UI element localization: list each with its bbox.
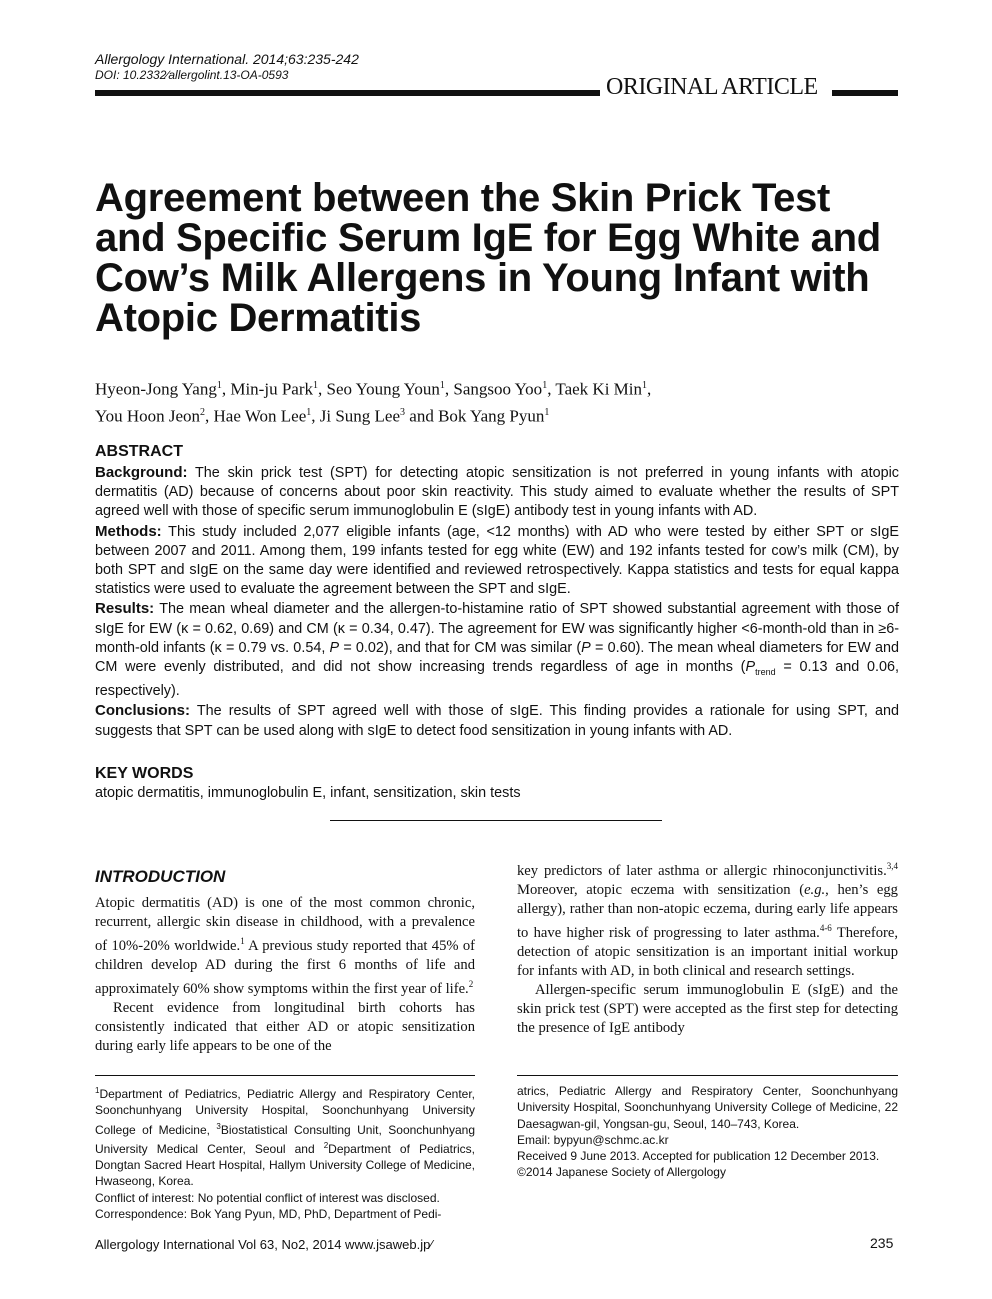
author-name: Bok Yang Pyun [438,406,545,426]
body-column-right [517,857,898,1038]
intro-paragraph-2-cont: key predictors of later asthma or allergic rhinoconjunctivitis.$^{3,4}$ Moreover, atopic eczema with sensitization (e.g., hen’s egg allergy), rather than non-atopic eczema, during early life appears to have higher risk of progressing to later asthma.$^{4-6}$ Therefore, detection of atopic sensitization is an important initial workup for infants with AD, in both clinical and research settings. [517,861,898,979]
author-name: Hyeon-Jong Yang [95,379,217,399]
abstract-methods: Methods: This study included 2,077 eligible infants (age, <12 months) with AD who were tested by either SPT or sIgE between 2007 and 2011. Among them, 199 infants tested for egg white (EW) and 192 infants tested for cow’s milk (CM), by both SPT and sIgE on the same day were identified and reviewed retrospectively. Kappa statistics and tests for equal kappa statistics were used to evaluate the agreement between the SPT and sIgE. [95,522,899,598]
article-title: Agreement between the Skin Prick Test and Specific Serum IgE for Egg White and Cow’s Milk Allergens in Young Infant with Atopic Dermatitis [95,176,881,340]
intro-paragraph-1: Atopic dermatitis (AD) is one of the most common chronic, recurrent, allergic skin disease in childhood, with a prevalence of 10%-20% worldwide.$^1$ A previous study reported that 45% of children develop AD during the first 6 months of life and approximately 60% show symptoms within the first year of life.$^2$ [95,895,475,997]
author-name: You Hoon Jeon [95,406,201,426]
author-name: Ji Sung Lee [319,406,401,426]
received-accepted: Received 9 June 2013. Accepted for publication 12 December 2013. [517,1149,880,1164]
author-name: Hae Won Lee [213,406,307,426]
footnote-rule-right [517,1075,898,1076]
footer-journal: Allergology International Vol 63, No2, 2014 www.jsaweb.jp∕ [95,1237,433,1252]
article-type: ORIGINAL ARTICLE [606,74,818,100]
author-affiliation-mark: 2 [200,406,206,418]
header-rule-right [832,90,898,96]
conflict-of-interest: Conflict of interest: No potential conflict of interest was disclosed. [95,1190,440,1205]
email: Email: bypyun@schmc.ac.kr [517,1132,669,1147]
author-affiliation-mark: 1 [542,380,548,391]
author-name: Sangsoo Yoo [453,379,543,399]
introduction-heading: INTRODUCTION [95,867,226,886]
keywords: atopic dermatitis, immunoglobulin E, infant, sensitization, skin tests [95,785,521,801]
abstract [95,463,899,741]
author-affiliation-mark: 1 [544,406,550,418]
intro-paragraph-3: Allergen-specific serum immunoglobulin E (sIgE) and the skin prick test (SPT) were accepted as the first step for detecting the presence of IgE antibody [517,981,898,1036]
abstract-background: Background: The skin prick test (SPT) for detecting atopic sensitization is not preferred in young infants with atopic dermatitis (AD) because of concerns about poor skin reactivity. This study aimed to evaluate whether the results of SPT agreed well with those of specific serum immunoglobulin E (sIgE) antibody test in young infants with AD. [95,464,899,520]
footnotes-right [517,1083,898,1181]
copyright: ©2014 Japanese Society of Allergology [517,1165,726,1180]
author-name: Seo Young Youn [326,379,440,399]
author-affiliation-mark: 1 [642,380,648,391]
journal-citation: Allergology International. 2014;63:235-242 [95,51,359,67]
correspondence-cont: atrics, Pediatric Allergy and Respiratory Center, Soonchunhyang University Hospital, Soonchunhyang University College of Medicine, 22 Daesagwan-gil, Yongsan-gu, Seoul, 140–743, Korea. [517,1084,898,1131]
abstract-results: Results: The mean wheal diameter and the allergen-to-histamine ratio of SPT showed substantial agreement with those of sIgE for EW (κ = 0.62, 0.69) and CM (κ = 0.34, 0.47). The agreement for EW was significantly higher <6-month-old than in ≥6-month-old infants (κ = 0.79 vs. 0.54, P = 0.02), and that for CM was similar (P = 0.60). The mean wheal diameters for EW and CM were evenly distributed, and did not show increasing trends regardless of age in months ($P_{trend} = 0.13$ and 0.06, respectively). [95,600,900,700]
author-name: Taek Ki Min [555,379,643,399]
abstract-conclusions: Conclusions: The results of SPT agreed well with those of sIgE. This finding provides a rationale for using SPT, and suggests that SPT can be used along with sIgE to detect food sensitization in young infants with AD. [95,702,899,739]
author-affiliation-mark: 1 [306,406,312,418]
doi: DOI: 10.2332∕allergolint.13-OA-0593 [95,68,289,82]
footnotes-left [95,1083,475,1222]
author-name: Min-ju Park [230,379,313,399]
page-number: 235 [870,1235,894,1251]
header-rule [95,90,600,96]
footnote-rule [95,1075,475,1076]
body-column-left [95,894,475,1056]
correspondence: Correspondence: Bok Yang Pyun, MD, PhD, Department of Pedi- [95,1207,442,1222]
author-affiliation-mark: 3 [400,406,406,418]
author-affiliation-mark: 1 [312,380,318,391]
author-affiliation-mark: 1 [439,380,445,391]
keywords-heading: KEY WORDS [95,765,194,782]
intro-paragraph-2: Recent evidence from longitudinal birth cohorts has consistently indicated that either AD or atopic sensitization during early life appears to be one of the [95,999,475,1054]
affiliations: $^1$Department of Pediatrics, Pediatric Allergy and Respiratory Center, Soonchunhyang University Hospital, Soonchunhyang University College of Medicine, $^3$Biostatistical Consulting Unit, Soonchunhyang University Medical Center, Seoul and $^2$Department of Pediatrics, Dongtan Sacred Heart Hospital, Hallym University College of Medicine, Hwaseong, Korea. [95,1086,476,1189]
author-affiliation-mark: 1 [216,380,222,391]
author-list: Hyeon-Jong Yang$^1$, Min-ju Park$^1$, Seo Young Youn$^1$, Sangsoo Yoo$^1$, Taek Ki Min$^1$, You Hoon Jeon$^2$, Hae Won Lee$^1$, Ji Sung Lee$^3$ and Bok Yang Pyun$^1$ [95,379,652,426]
abstract-heading: ABSTRACT [95,443,183,460]
section-divider [330,820,662,821]
